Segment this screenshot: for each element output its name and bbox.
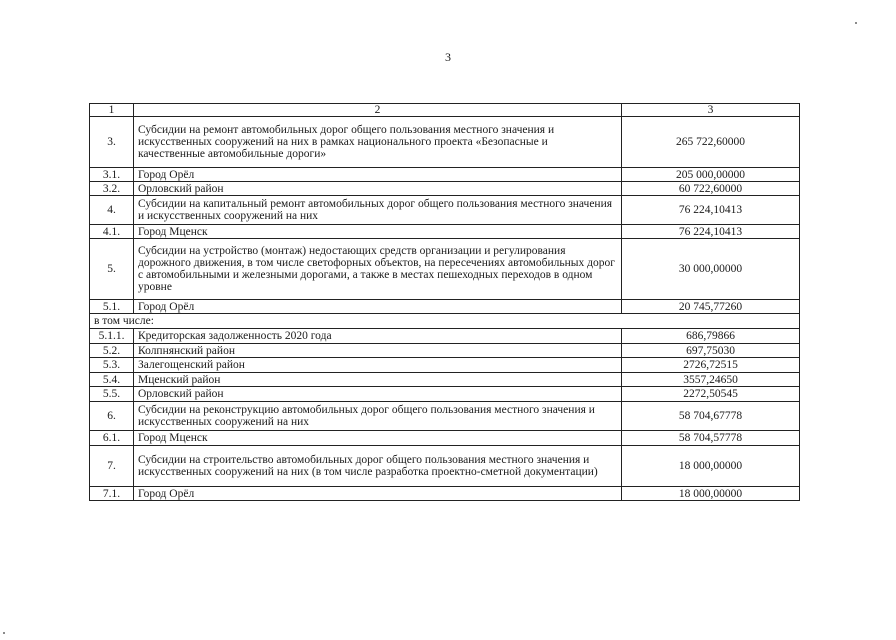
table-row <box>90 387 800 402</box>
table-row <box>90 117 800 168</box>
table-row <box>90 358 800 373</box>
row-amount: 18 000,00000 <box>622 487 800 501</box>
table-row <box>90 329 800 344</box>
row-amount: 58 704,67778 <box>622 402 800 431</box>
row-number: 3.2. <box>90 182 134 196</box>
row-amount: 58 704,57778 <box>622 431 800 446</box>
table-header-row <box>90 104 800 117</box>
scan-speck <box>855 22 857 24</box>
page-number: 3 <box>445 50 451 64</box>
table-row <box>90 182 800 196</box>
row-number: 3.1. <box>90 168 134 182</box>
row-amount: 76 224,10413 <box>622 225 800 239</box>
row-description: Мценский район <box>134 373 622 387</box>
row-number: 5.5. <box>90 387 134 402</box>
scan-speck <box>3 632 5 634</box>
table-row <box>90 168 800 182</box>
row-description: Кредиторская задолженность 2020 года <box>134 329 622 344</box>
row-description: Город Орёл <box>134 168 622 182</box>
row-number: 5.3. <box>90 358 134 373</box>
table-row <box>90 431 800 446</box>
row-description: Субсидии на реконструкцию автомобильных дорог общего пользования местного значения и искусственных сооружений на них <box>134 402 622 431</box>
row-description: Субсидии на капитальный ремонт автомобильных дорог общего пользования местного значения и искусственных сооружений на них <box>134 196 622 225</box>
table-row <box>90 225 800 239</box>
header-cell: 2 <box>134 104 622 117</box>
row-amount: 60 722,60000 <box>622 182 800 196</box>
row-number: 4. <box>90 196 134 225</box>
row-number: 5. <box>90 239 134 300</box>
row-amount: 686,79866 <box>622 329 800 344</box>
row-number: 6.1. <box>90 431 134 446</box>
row-amount: 76 224,10413 <box>622 196 800 225</box>
subsidy-table <box>89 103 800 501</box>
row-amount: 265 722,60000 <box>622 117 800 168</box>
row-amount: 2726,72515 <box>622 358 800 373</box>
row-description: Залегощенский район <box>134 358 622 373</box>
row-number: 6. <box>90 402 134 431</box>
row-number: 7.1. <box>90 487 134 501</box>
table-row <box>90 402 800 431</box>
section-note: в том числе: <box>90 314 800 329</box>
table-row <box>90 344 800 358</box>
row-description: Колпнянский район <box>134 344 622 358</box>
row-description: Субсидии на устройство (монтаж) недостающих средств организации и регулирования дорожного движения, в том числе светофорных объектов, на пересечениях автомобильных дорог с автомобильными и железными дорогами, а также в местах пешеходных переходов в одном уровне <box>134 239 622 300</box>
row-description: Город Орёл <box>134 487 622 501</box>
row-amount: 2272,50545 <box>622 387 800 402</box>
table-row <box>90 196 800 225</box>
row-amount: 20 745,77260 <box>622 300 800 314</box>
table-row <box>90 239 800 300</box>
table-row <box>90 373 800 387</box>
table-row <box>90 446 800 487</box>
header-cell: 1 <box>90 104 134 117</box>
row-description: Орловский район <box>134 182 622 196</box>
row-number: 3. <box>90 117 134 168</box>
row-amount: 697,75030 <box>622 344 800 358</box>
row-description: Субсидии на строительство автомобильных дорог общего пользования местного значения и искусственных сооружений на них (в том числе разработка проектно-сметной документации) <box>134 446 622 487</box>
row-number: 5.1.1. <box>90 329 134 344</box>
row-description: Субсидии на ремонт автомобильных дорог общего пользования местного значения и искусственных сооружений на них в рамках национального проекта «Безопасные и качественные автомобильные дороги» <box>134 117 622 168</box>
row-number: 5.2. <box>90 344 134 358</box>
row-number: 7. <box>90 446 134 487</box>
row-amount: 30 000,00000 <box>622 239 800 300</box>
row-number: 4.1. <box>90 225 134 239</box>
row-description: Город Мценск <box>134 225 622 239</box>
table-row <box>90 300 800 314</box>
row-description: Город Мценск <box>134 431 622 446</box>
row-amount: 205 000,00000 <box>622 168 800 182</box>
table-row <box>90 314 800 329</box>
table-row <box>90 487 800 501</box>
row-description: Город Орёл <box>134 300 622 314</box>
row-number: 5.4. <box>90 373 134 387</box>
row-description: Орловский район <box>134 387 622 402</box>
row-amount: 18 000,00000 <box>622 446 800 487</box>
header-cell: 3 <box>622 104 800 117</box>
row-amount: 3557,24650 <box>622 373 800 387</box>
row-number: 5.1. <box>90 300 134 314</box>
